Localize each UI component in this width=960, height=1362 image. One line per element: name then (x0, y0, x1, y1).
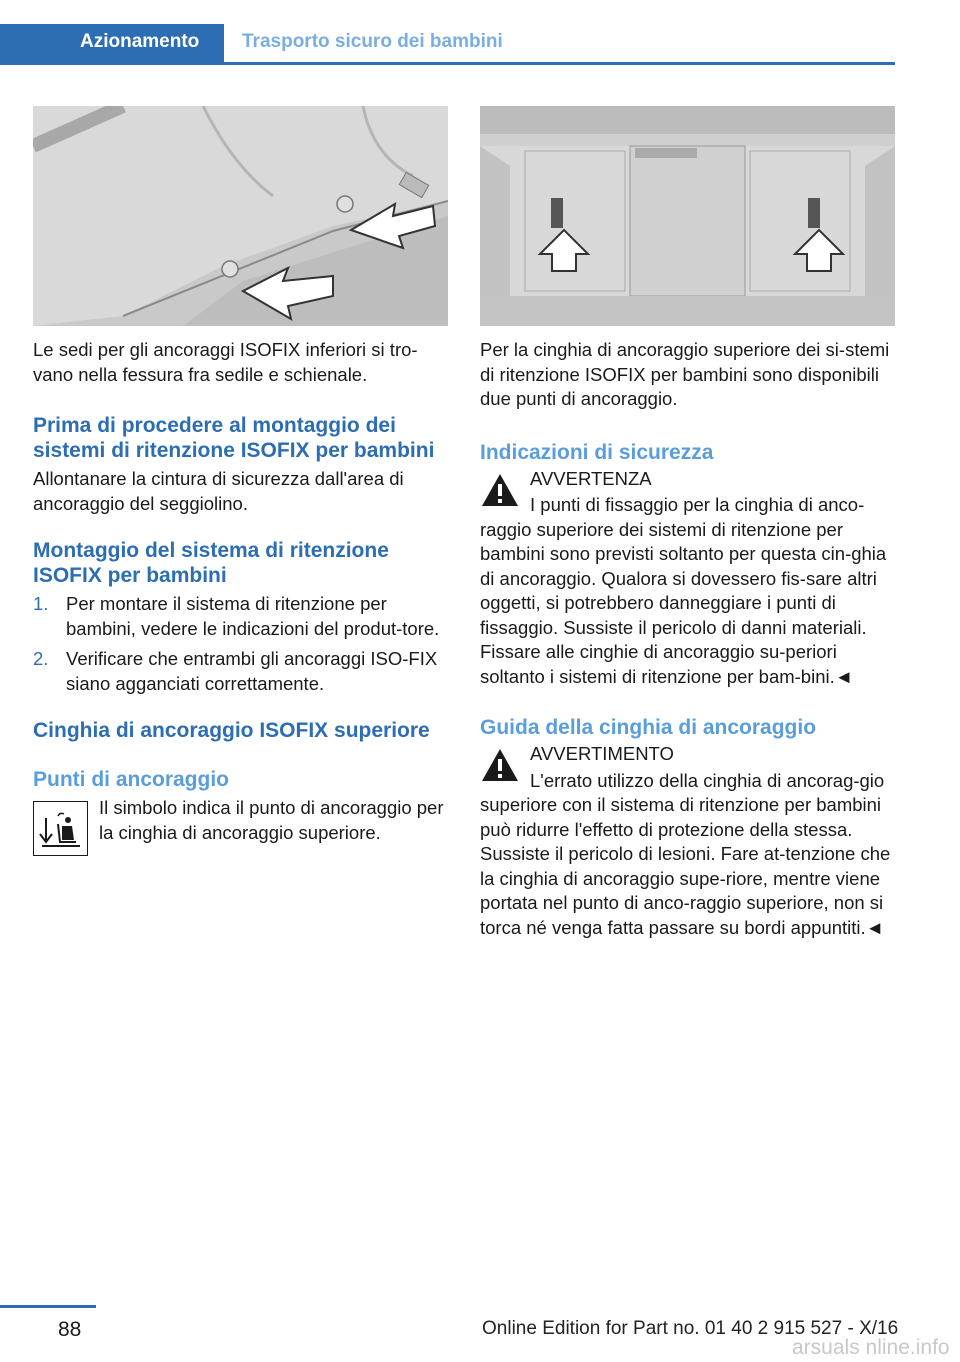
heading-top-tether: Cinghia di ancoraggio ISOFIX superiore (33, 719, 430, 742)
list-item (33, 647, 448, 696)
right-column (480, 338, 895, 940)
page-number: 88 (58, 1318, 82, 1341)
paragraph-symbol: Il simbolo indica il punto di ancoraggio per la cinghia di ancoraggio superiore. (99, 797, 444, 843)
warning-2-text: L'errato utilizzo della cinghia di ancorag-gio superiore con il sistema di ritenzione per bambini può ridurre l'effetto di protezione della stessa. Sussiste il pericolo di lesioni. Fare at-tenzione che la cinghia di ancoraggio supe-riore, mentre viene portata nel punto di anco-raggio superiore, non si torca né venga fatta passare su bordi appuntiti.◄ (480, 769, 891, 938)
header-subsection: Trasporto sicuro dei bambini (242, 31, 503, 52)
footer-rule (0, 1305, 96, 1308)
warning-triangle-icon (480, 747, 520, 783)
warning-2-title: AVVERTIMENTO (530, 743, 674, 764)
heading-prepare: Prima di procedere al montaggio dei sistemi di ritenzione ISOFIX per bambini (33, 414, 435, 462)
warning-block-1 (480, 467, 895, 492)
list-number: 1. (33, 593, 49, 614)
watermark: arsuals nline.info (792, 1336, 950, 1359)
page-header (0, 24, 895, 65)
heading-anchor-points: Punti di ancoraggio (33, 768, 230, 791)
symbol-note (33, 796, 448, 845)
left-image-caption: Le sedi per gli ancoraggi ISOFIX inferiori si tro-vano nella fessura fra sedile e schienale. (33, 339, 418, 385)
header-section-tab: Azionamento (0, 24, 224, 62)
paragraph-prepare: Allontanare la cintura di sicurezza dall'area di ancoraggio del seggiolino. (33, 468, 404, 514)
list-item (33, 592, 448, 641)
isofix-lower-anchors-image (33, 106, 448, 326)
warning-block-2 (480, 742, 895, 767)
list-text: Verificare che entrambi gli ancoraggi ISO-FIX siano agganciati correttamente. (66, 648, 438, 694)
heading-safety: Indicazioni di sicurezza (480, 440, 714, 464)
left-column (33, 338, 448, 845)
warning-triangle-icon (480, 472, 520, 508)
footer-edition: Online Edition for Part no. 01 40 2 915 527 - X/16 (482, 1318, 899, 1339)
list-number: 2. (33, 648, 49, 669)
warning-1-text: I punti di fissaggio per la cinghia di anco-raggio superiore dei sistemi di ritenzione per bambini sono previsti soltanto per questa cin-ghia di ancoraggio. Qualora si dovessero fis-sare altri oggetti, si potrebbero danneggiare i punti di fissaggio. Sussiste il pericolo di danni materiali. Fissare alle cinghie di ancoraggio su-periori soltanto i sistemi di ritenzione per bam-bini.◄ (480, 494, 887, 687)
list-text: Per montare il sistema di ritenzione per bambini, vedere le indicazioni del produt-tore. (66, 593, 440, 639)
warning-1-title: AVVERTENZA (530, 467, 652, 489)
heading-mount: Montaggio del sistema di ritenzione ISOFIX per bambini (33, 539, 389, 587)
top-tether-anchors-image (480, 106, 895, 326)
isofix-top-tether-symbol-icon (33, 801, 88, 856)
right-image-caption: Per la cinghia di ancoraggio superiore dei si-stemi di ritenzione ISOFIX per bambini sono disponibili due punti di ancoraggio. (480, 339, 890, 409)
heading-guide: Guida della cinghia di ancoraggio (480, 716, 817, 739)
